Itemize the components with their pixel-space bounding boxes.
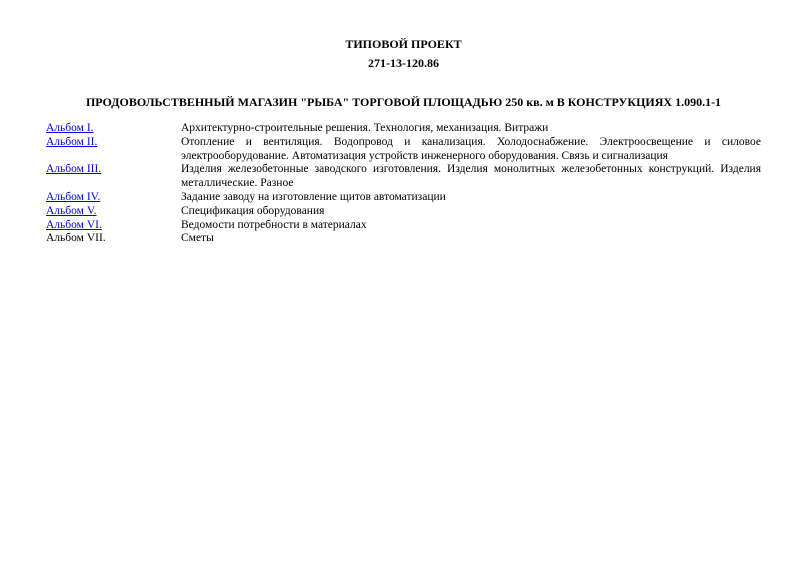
album-2-link[interactable]: Альбом II. [46, 135, 98, 148]
album-5-description: Спецификация оборудования [181, 204, 325, 217]
album-7-description: Сметы [181, 232, 214, 245]
document-type-heading: ТИПОВОЙ ПРОЕКТ [345, 37, 462, 51]
album-row [46, 191, 761, 205]
project-number-heading: 271-13-120.86 [368, 56, 439, 70]
album-2-description: Отопление и вентиляция. Водопровод и канализация. Холодоснабжение. Электроосвещение и силовое электрооборудование. Автоматизация устройств инженерного оборудования. Связь и сигнализация [181, 135, 761, 162]
album-3-link[interactable]: Альбом III. [46, 163, 102, 176]
album-row [46, 232, 761, 246]
album-row [46, 219, 761, 233]
project-title-heading: ПРОДОВОЛЬСТВЕННЫЙ МАГАЗИН "РЫБА" ТОРГОВОЙ ПЛОЩАДЬЮ 250 кв. м В КОНСТРУКЦИЯХ 1.090.1-1 [85, 95, 722, 109]
album-1-link[interactable]: Альбом I. [46, 122, 94, 134]
album-row [46, 122, 761, 136]
album-row [46, 136, 761, 164]
album-6-link[interactable]: Альбом VI. [46, 218, 102, 231]
album-1-description: Архитектурно-строительные решения. Технология, механизация. Витражи [181, 122, 549, 134]
album-3-description: Изделия железобетонные заводского изготовления. Изделия монолитных железобетонных конструкций. Изделия металлические. Разное [181, 163, 761, 190]
album-list [46, 122, 761, 246]
album-4-description: Задание заводу на изготовление щитов автоматизации [181, 190, 446, 203]
album-7-label: Альбом VII. [46, 232, 106, 245]
album-row [46, 205, 761, 219]
album-row [46, 163, 761, 191]
album-5-link[interactable]: Альбом V. [46, 204, 97, 217]
album-6-description: Ведомости потребности в материалах [181, 218, 367, 231]
album-4-link[interactable]: Альбом IV. [46, 190, 101, 203]
